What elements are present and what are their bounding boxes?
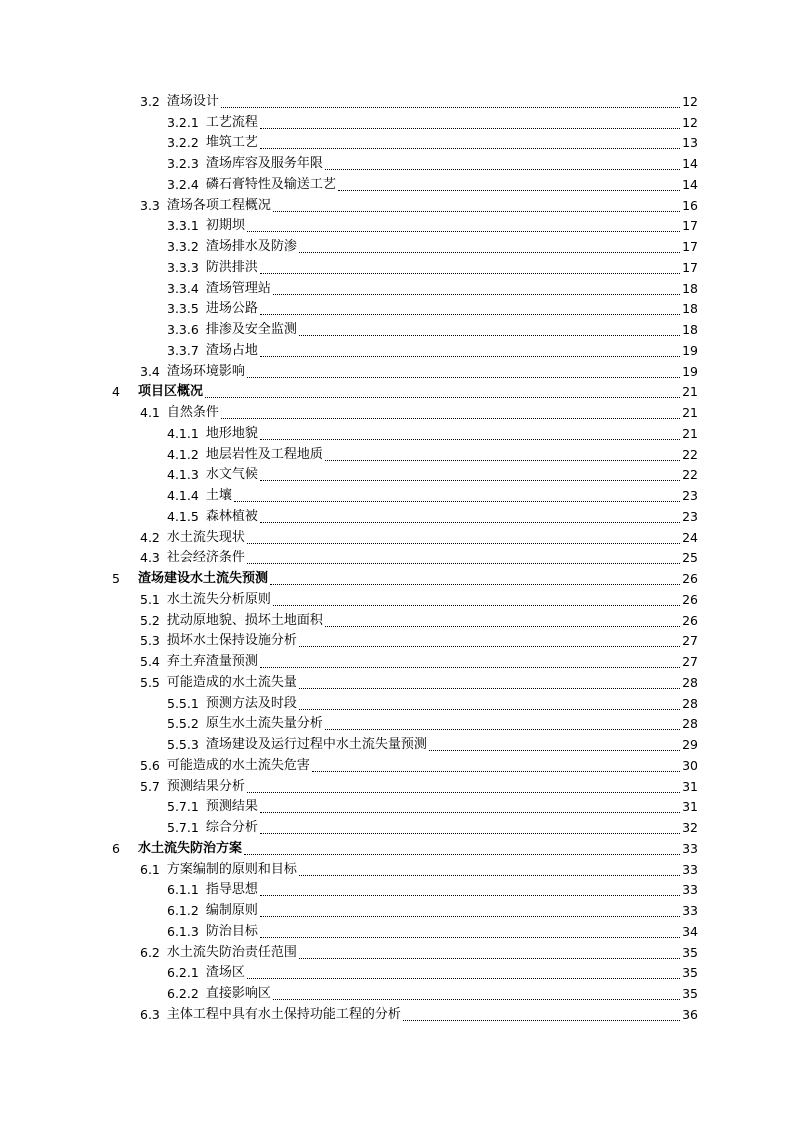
toc-entry[interactable] bbox=[0, 403, 794, 424]
toc-dot-leader bbox=[260, 479, 680, 481]
toc-entry[interactable] bbox=[0, 362, 794, 383]
toc-entry-content bbox=[167, 466, 698, 487]
toc-page-number: 26 bbox=[682, 571, 698, 587]
toc-page-number: 33 bbox=[682, 861, 698, 877]
toc-section-number: 6.1 bbox=[140, 861, 160, 877]
toc-dot-leader bbox=[325, 625, 680, 627]
toc-page-number: 16 bbox=[682, 197, 698, 213]
toc-entry[interactable] bbox=[0, 964, 794, 985]
toc-section-title: 预测结果 bbox=[205, 799, 258, 815]
toc-dot-leader bbox=[221, 106, 680, 108]
toc-section-title: 直接影响区 bbox=[205, 986, 271, 1002]
toc-dot-leader bbox=[247, 791, 680, 793]
toc-section-title: 预测方法及时段 bbox=[205, 695, 297, 711]
toc-dot-leader bbox=[260, 666, 680, 668]
toc-page-number: 33 bbox=[682, 903, 698, 919]
toc-entry-content bbox=[167, 507, 698, 528]
toc-page-number: 21 bbox=[682, 405, 698, 421]
toc-section-title: 水土流失防治责任范围 bbox=[166, 944, 297, 960]
toc-section-title: 防洪排洪 bbox=[205, 259, 258, 275]
toc-page-number: 21 bbox=[682, 384, 698, 400]
toc-page-number: 33 bbox=[682, 840, 698, 856]
toc-section-title: 渣场管理站 bbox=[205, 280, 271, 296]
toc-page-number: 22 bbox=[682, 467, 698, 483]
toc-section-title: 原生水土流失量分析 bbox=[205, 716, 323, 732]
toc-section-number: 6.2.1 bbox=[167, 965, 199, 981]
toc-page-number: 14 bbox=[682, 176, 698, 192]
toc-entry-content bbox=[140, 943, 698, 964]
toc-page-number: 25 bbox=[682, 550, 698, 566]
toc-dot-leader bbox=[247, 542, 680, 544]
toc-entry[interactable] bbox=[0, 237, 794, 258]
toc-entry-content bbox=[167, 237, 698, 258]
toc-section-number: 5 bbox=[112, 571, 120, 587]
toc-section-number: 3.4 bbox=[140, 363, 160, 379]
toc-page-number: 31 bbox=[682, 778, 698, 794]
toc-section-title: 初期坝 bbox=[205, 218, 245, 234]
toc-dot-leader bbox=[403, 1019, 680, 1021]
toc-entry-content bbox=[167, 424, 698, 445]
toc-entry-content bbox=[167, 818, 698, 839]
toc-section-number: 6.2 bbox=[140, 944, 160, 960]
toc-section-title: 渣场排水及防渗 bbox=[205, 239, 297, 255]
toc-section-number: 5.5.3 bbox=[167, 737, 199, 753]
toc-entry[interactable] bbox=[0, 320, 794, 341]
toc-section-number: 5.4 bbox=[140, 654, 160, 670]
toc-dot-leader bbox=[260, 811, 680, 813]
toc-entry-content bbox=[140, 549, 698, 570]
toc-page-number: 18 bbox=[682, 280, 698, 296]
toc-page-number: 30 bbox=[682, 757, 698, 773]
toc-entry[interactable] bbox=[0, 445, 794, 466]
toc-page-number: 14 bbox=[682, 156, 698, 172]
toc-section-title: 渣场占地 bbox=[205, 342, 258, 358]
toc-section-number: 5.7 bbox=[140, 778, 160, 794]
toc-section-number: 6.1.2 bbox=[167, 903, 199, 919]
toc-section-number: 3.3.7 bbox=[167, 342, 199, 358]
toc-section-number: 4.1.4 bbox=[167, 488, 199, 504]
toc-entry[interactable] bbox=[0, 735, 794, 756]
toc-page-number: 28 bbox=[682, 716, 698, 732]
toc-entry-content bbox=[167, 113, 698, 134]
toc-page-number: 35 bbox=[682, 944, 698, 960]
toc-entry[interactable] bbox=[0, 839, 794, 860]
toc-dot-leader bbox=[325, 728, 680, 730]
toc-entry-content bbox=[140, 590, 698, 611]
toc-dot-leader bbox=[260, 313, 680, 315]
toc-dot-leader bbox=[247, 562, 680, 564]
toc-page-number: 28 bbox=[682, 695, 698, 711]
toc-dot-leader bbox=[260, 438, 680, 440]
toc-entry-content bbox=[167, 320, 698, 341]
toc-section-title: 可能造成的水土流失危害 bbox=[166, 757, 310, 773]
toc-page-number: 17 bbox=[682, 218, 698, 234]
toc-entry[interactable] bbox=[0, 424, 794, 445]
toc-page-number: 34 bbox=[682, 923, 698, 939]
toc-dot-leader bbox=[325, 459, 680, 461]
toc-entry-content bbox=[140, 652, 698, 673]
toc-entry[interactable] bbox=[0, 901, 794, 922]
toc-page-number: 27 bbox=[682, 654, 698, 670]
toc-section-title: 编制原则 bbox=[205, 903, 258, 919]
toc-dot-leader bbox=[260, 355, 680, 357]
toc-entry-content bbox=[140, 362, 698, 383]
table-of-contents bbox=[0, 92, 794, 1026]
toc-section-title: 渣场建设水土流失预测 bbox=[138, 571, 269, 587]
toc-entry[interactable] bbox=[0, 486, 794, 507]
toc-section-number: 6.2.2 bbox=[167, 986, 199, 1002]
toc-section-title: 土壤 bbox=[205, 488, 232, 504]
toc-entry[interactable] bbox=[0, 569, 794, 590]
toc-section-number: 5.1 bbox=[140, 591, 160, 607]
toc-dot-leader bbox=[312, 770, 680, 772]
toc-entry[interactable] bbox=[0, 549, 794, 570]
toc-dot-leader bbox=[273, 998, 680, 1000]
toc-entry-content bbox=[140, 403, 698, 424]
toc-entry[interactable] bbox=[0, 756, 794, 777]
toc-page-number: 26 bbox=[682, 591, 698, 607]
toc-entry-content bbox=[167, 341, 698, 362]
toc-entry[interactable] bbox=[0, 383, 794, 404]
toc-dot-leader bbox=[299, 708, 680, 710]
toc-section-title: 排渗及安全监测 bbox=[205, 322, 297, 338]
toc-dot-leader bbox=[260, 147, 680, 149]
toc-section-number: 4.1.2 bbox=[167, 446, 199, 462]
toc-entry-content bbox=[167, 486, 698, 507]
toc-section-number: 5.5.2 bbox=[167, 716, 199, 732]
toc-dot-leader bbox=[273, 293, 680, 295]
toc-entry-content bbox=[167, 694, 698, 715]
toc-entry[interactable] bbox=[0, 798, 794, 819]
toc-entry-content bbox=[167, 134, 698, 155]
toc-entry-content bbox=[140, 528, 698, 549]
toc-dot-leader bbox=[273, 210, 680, 212]
toc-section-title: 弃土弃渣量预测 bbox=[166, 654, 258, 670]
toc-section-number: 6.3 bbox=[140, 1006, 160, 1022]
toc-page-number: 35 bbox=[682, 986, 698, 1002]
toc-page-number: 18 bbox=[682, 322, 698, 338]
toc-section-number: 5.3 bbox=[140, 633, 160, 649]
toc-page-number: 18 bbox=[682, 301, 698, 317]
toc-page-number: 23 bbox=[682, 508, 698, 524]
toc-dot-leader bbox=[260, 127, 680, 129]
toc-section-title: 渣场区 bbox=[205, 965, 245, 981]
toc-entry[interactable] bbox=[0, 611, 794, 632]
toc-entry[interactable] bbox=[0, 92, 794, 113]
toc-section-number: 4.1.3 bbox=[167, 467, 199, 483]
toc-section-number: 3.3.2 bbox=[167, 239, 199, 255]
toc-section-number: 6.1.1 bbox=[167, 882, 199, 898]
toc-section-number: 4.1 bbox=[140, 405, 160, 421]
toc-page-number: 35 bbox=[682, 965, 698, 981]
toc-page-number: 12 bbox=[682, 93, 698, 109]
toc-dot-leader bbox=[338, 189, 680, 191]
toc-entry[interactable] bbox=[0, 652, 794, 673]
toc-section-title: 进场公路 bbox=[205, 301, 258, 317]
toc-section-number: 3.2.3 bbox=[167, 156, 199, 172]
toc-page-number: 36 bbox=[682, 1006, 698, 1022]
toc-entry[interactable] bbox=[0, 860, 794, 881]
toc-entry[interactable] bbox=[0, 777, 794, 798]
toc-section-number: 3.3.1 bbox=[167, 218, 199, 234]
toc-entry[interactable] bbox=[0, 528, 794, 549]
toc-dot-leader bbox=[429, 749, 680, 751]
toc-dot-leader bbox=[325, 168, 680, 170]
toc-entry[interactable] bbox=[0, 673, 794, 694]
toc-entry[interactable] bbox=[0, 134, 794, 155]
toc-page-number: 31 bbox=[682, 799, 698, 815]
toc-dot-leader bbox=[244, 853, 680, 855]
toc-section-title: 水文气候 bbox=[205, 467, 258, 483]
toc-section-title: 水土流失分析原则 bbox=[166, 591, 271, 607]
toc-entry-content bbox=[140, 673, 698, 694]
toc-entry-content bbox=[167, 445, 698, 466]
toc-section-title: 堆筑工艺 bbox=[205, 135, 258, 151]
toc-section-title: 水土流失现状 bbox=[166, 529, 245, 545]
toc-entry[interactable] bbox=[0, 1005, 794, 1026]
toc-section-number: 4.1.5 bbox=[167, 508, 199, 524]
toc-entry-content bbox=[112, 839, 698, 860]
toc-entry-content bbox=[112, 383, 698, 404]
toc-dot-leader bbox=[260, 272, 680, 274]
toc-section-number: 3.3.6 bbox=[167, 322, 199, 338]
toc-dot-leader bbox=[234, 500, 680, 502]
toc-section-number: 4 bbox=[112, 384, 120, 400]
toc-dot-leader bbox=[260, 521, 680, 523]
toc-section-title: 指导思想 bbox=[205, 882, 258, 898]
toc-page-number: 22 bbox=[682, 446, 698, 462]
toc-dot-leader bbox=[299, 957, 680, 959]
toc-entry-content bbox=[167, 175, 698, 196]
toc-entry[interactable] bbox=[0, 818, 794, 839]
toc-dot-leader bbox=[260, 894, 680, 896]
toc-dot-leader bbox=[221, 417, 680, 419]
toc-entry[interactable] bbox=[0, 175, 794, 196]
toc-entry-content bbox=[112, 569, 698, 590]
toc-entry[interactable] bbox=[0, 258, 794, 279]
toc-dot-leader bbox=[299, 251, 680, 253]
toc-section-title: 可能造成的水土流失量 bbox=[166, 674, 297, 690]
toc-page-number: 13 bbox=[682, 135, 698, 151]
toc-entry-content bbox=[140, 1005, 698, 1026]
toc-section-number: 6 bbox=[112, 840, 120, 856]
toc-dot-leader bbox=[299, 687, 680, 689]
toc-entry[interactable] bbox=[0, 113, 794, 134]
toc-section-title: 渣场各项工程概况 bbox=[166, 197, 271, 213]
toc-entry-content bbox=[167, 901, 698, 922]
toc-entry-content bbox=[140, 611, 698, 632]
toc-section-number: 3.3 bbox=[140, 197, 160, 213]
toc-section-title: 方案编制的原则和目标 bbox=[166, 861, 297, 877]
toc-section-title: 防治目标 bbox=[205, 923, 258, 939]
toc-entry[interactable] bbox=[0, 694, 794, 715]
toc-entry-content bbox=[167, 964, 698, 985]
toc-section-title: 社会经济条件 bbox=[166, 550, 245, 566]
toc-page-number: 21 bbox=[682, 425, 698, 441]
toc-page-number: 29 bbox=[682, 737, 698, 753]
toc-section-title: 工艺流程 bbox=[205, 114, 258, 130]
toc-section-number: 5.7.1 bbox=[167, 820, 199, 836]
toc-entry-content bbox=[140, 92, 698, 113]
toc-entry-content bbox=[167, 798, 698, 819]
toc-dot-leader bbox=[299, 874, 680, 876]
toc-dot-leader bbox=[260, 936, 680, 938]
toc-entry-content bbox=[140, 196, 698, 217]
toc-entry[interactable] bbox=[0, 632, 794, 653]
toc-entry-content bbox=[167, 154, 698, 175]
toc-entry[interactable] bbox=[0, 196, 794, 217]
toc-section-title: 地层岩性及工程地质 bbox=[205, 446, 323, 462]
toc-dot-leader bbox=[205, 396, 680, 398]
toc-dot-leader bbox=[270, 583, 680, 585]
toc-entry-content bbox=[140, 632, 698, 653]
toc-dot-leader bbox=[247, 977, 680, 979]
toc-dot-leader bbox=[299, 334, 680, 336]
toc-section-number: 6.1.3 bbox=[167, 923, 199, 939]
toc-section-title: 磷石膏特性及输送工艺 bbox=[205, 176, 336, 192]
toc-entry[interactable] bbox=[0, 217, 794, 238]
toc-entry-content bbox=[167, 300, 698, 321]
toc-page-number: 33 bbox=[682, 882, 698, 898]
toc-section-number: 5.2 bbox=[140, 612, 160, 628]
toc-entry-content bbox=[140, 756, 698, 777]
toc-page-number: 26 bbox=[682, 612, 698, 628]
toc-entry[interactable] bbox=[0, 341, 794, 362]
toc-entry-content bbox=[140, 777, 698, 798]
toc-entry[interactable] bbox=[0, 943, 794, 964]
toc-entry[interactable] bbox=[0, 881, 794, 902]
toc-page-number: 24 bbox=[682, 529, 698, 545]
toc-section-number: 5.6 bbox=[140, 757, 160, 773]
toc-section-number: 5.5.1 bbox=[167, 695, 199, 711]
toc-entry-content bbox=[167, 279, 698, 300]
toc-dot-leader bbox=[247, 230, 680, 232]
toc-section-number: 3.2.1 bbox=[167, 114, 199, 130]
toc-section-title: 项目区概况 bbox=[138, 384, 204, 400]
toc-section-title: 森林植被 bbox=[205, 508, 258, 524]
toc-dot-leader bbox=[299, 645, 680, 647]
toc-section-title: 主体工程中具有水土保持功能工程的分析 bbox=[166, 1006, 401, 1022]
toc-entry-content bbox=[167, 881, 698, 902]
toc-entry-content bbox=[167, 715, 698, 736]
toc-section-title: 渣场建设及运行过程中水土流失量预测 bbox=[205, 737, 427, 753]
toc-page-number: 27 bbox=[682, 633, 698, 649]
toc-section-title: 扰动原地貌、损坏土地面积 bbox=[166, 612, 323, 628]
toc-page-number: 12 bbox=[682, 114, 698, 130]
toc-page-number: 17 bbox=[682, 259, 698, 275]
toc-entry[interactable] bbox=[0, 922, 794, 943]
toc-section-number: 4.2 bbox=[140, 529, 160, 545]
toc-page-number: 19 bbox=[682, 363, 698, 379]
toc-section-title: 水土流失防治方案 bbox=[138, 840, 243, 856]
toc-section-number: 3.2.4 bbox=[167, 176, 199, 192]
toc-entry-content bbox=[167, 984, 698, 1005]
toc-entry-content bbox=[167, 922, 698, 943]
toc-page-number: 17 bbox=[682, 239, 698, 255]
toc-entry-content bbox=[167, 217, 698, 238]
toc-section-number: 4.3 bbox=[140, 550, 160, 566]
toc-entry[interactable] bbox=[0, 590, 794, 611]
toc-page-number: 28 bbox=[682, 674, 698, 690]
toc-section-title: 预测结果分析 bbox=[166, 778, 245, 794]
toc-entry-content bbox=[167, 735, 698, 756]
toc-page-number: 23 bbox=[682, 488, 698, 504]
toc-section-title: 地形地貌 bbox=[205, 425, 258, 441]
toc-section-number: 3.3.3 bbox=[167, 259, 199, 275]
toc-entry[interactable] bbox=[0, 507, 794, 528]
toc-entry[interactable] bbox=[0, 466, 794, 487]
toc-entry-content bbox=[140, 860, 698, 881]
toc-entry[interactable] bbox=[0, 279, 794, 300]
toc-section-number: 4.1.1 bbox=[167, 425, 199, 441]
toc-dot-leader bbox=[260, 832, 680, 834]
toc-section-number: 3.3.5 bbox=[167, 301, 199, 317]
toc-entry[interactable] bbox=[0, 715, 794, 736]
toc-section-title: 损坏水土保持设施分析 bbox=[166, 633, 297, 649]
toc-dot-leader bbox=[273, 604, 680, 606]
toc-entry[interactable] bbox=[0, 154, 794, 175]
toc-section-number: 3.2.2 bbox=[167, 135, 199, 151]
toc-section-title: 渣场库容及服务年限 bbox=[205, 156, 323, 172]
toc-section-number: 5.7.1 bbox=[167, 799, 199, 815]
toc-page-number: 32 bbox=[682, 820, 698, 836]
toc-section-title: 综合分析 bbox=[205, 820, 258, 836]
toc-section-number: 3.2 bbox=[140, 93, 160, 109]
toc-page-number: 19 bbox=[682, 342, 698, 358]
toc-entry[interactable] bbox=[0, 300, 794, 321]
toc-dot-leader bbox=[260, 915, 680, 917]
toc-section-number: 5.5 bbox=[140, 674, 160, 690]
toc-entry-content bbox=[167, 258, 698, 279]
toc-section-title: 渣场设计 bbox=[166, 93, 219, 109]
toc-entry[interactable] bbox=[0, 984, 794, 1005]
toc-section-title: 渣场环境影响 bbox=[166, 363, 245, 379]
toc-dot-leader bbox=[247, 376, 680, 378]
toc-section-title: 自然条件 bbox=[166, 405, 219, 421]
toc-section-number: 3.3.4 bbox=[167, 280, 199, 296]
